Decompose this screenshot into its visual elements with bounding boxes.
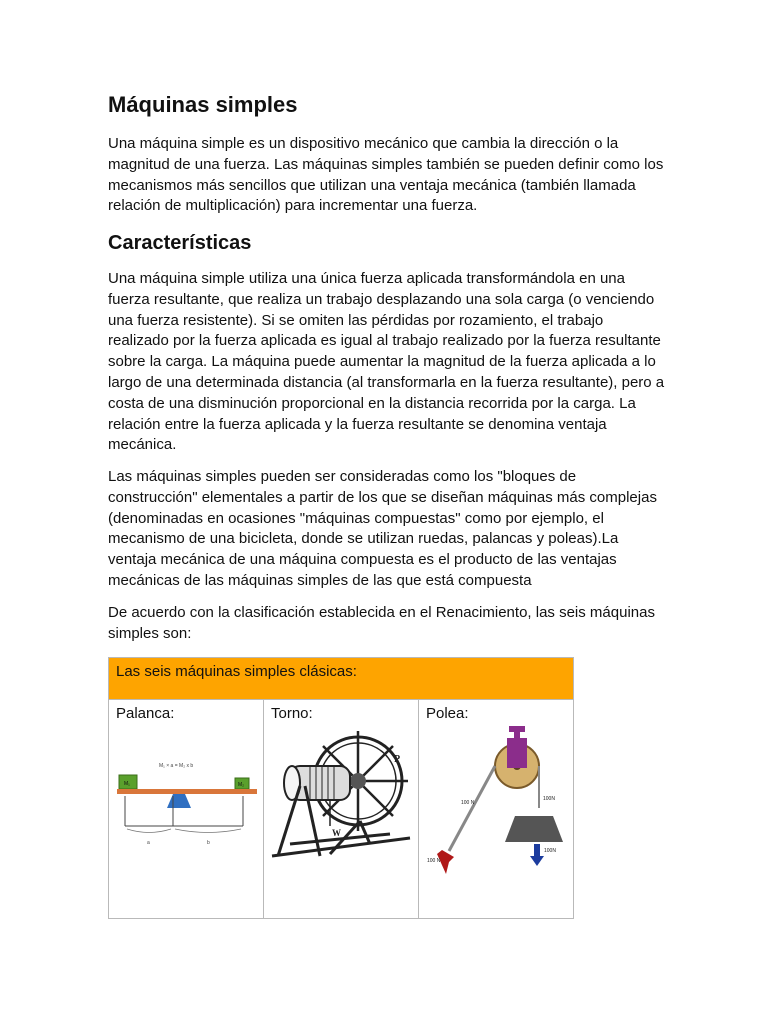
mass-m1-label: M₁ bbox=[124, 781, 130, 787]
pulley-force-4: 100 N bbox=[427, 858, 441, 864]
pulley-force-3: 100N bbox=[544, 848, 556, 854]
section-title: Características bbox=[108, 232, 252, 254]
pulley-illustration bbox=[425, 726, 569, 886]
winch-p: P bbox=[394, 754, 401, 765]
characteristics-paragraph-1: Una máquina simple utiliza una única fuerza aplicada transformándola en una fuerza resultante, que realiza un trabajo desplazando una sola carga (o venciendo una fuerza resistente). Si se omiten las pérdidas por rozamiento, el trabajo realizado por la fuerza aplicada es igual al trabajo realizado por la fuerza resultante sobre la carga. La máquina puede aumentar la magnitud de la fuerza aplicada a lo largo de una determinada distancia (al transformarla en la fuerza resultante), pero a costa de una disminución proporcional en la distancia recorrida por la carga. La relación entre la fuerza aplicada y la fuerza resultante se denomina ventaja mecánica. bbox=[108, 270, 665, 454]
page-title: Máquinas simples bbox=[108, 92, 298, 117]
winch-illustration bbox=[270, 726, 412, 871]
characteristics-paragraph-2: Las máquinas simples pueden ser consideradas como los "bloques de construcción" elementales a partir de los que se diseñan máquinas más complejas (denominadas en ocasiones "máquinas compuestas" como por ejemplo, el mecanismo de una bicicleta, donde se utilizan ruedas, palancas y poleas).La ventaja mecánica de una máquina compuesta es el producto de las ventajas mecánicas de las máquinas simples de las que está compuesta bbox=[108, 468, 657, 589]
lever-diagram bbox=[115, 726, 257, 856]
lever-label: Palanca: bbox=[116, 705, 175, 722]
mass-m2-label: M₂ bbox=[238, 782, 245, 788]
table-header: Las seis máquinas simples clásicas: bbox=[109, 658, 574, 700]
lever-beam bbox=[117, 789, 257, 794]
lever-formula: M₁ × a = M₂ x b bbox=[159, 763, 194, 769]
lever-b: b bbox=[207, 840, 210, 846]
intro-paragraph: Una máquina simple es un dispositivo mecánico que cambia la dirección o la magnitud de una fuerza. Las máquinas simples también se pueden definir como los mecanismos más sencillos que utilizan una ventaja mecánica (también llamada relación de multiplicación) para incrementar una fuerza. bbox=[108, 135, 664, 215]
lever-a: a bbox=[147, 840, 150, 846]
winch-label: Torno: bbox=[271, 705, 313, 722]
winch-w: W bbox=[332, 828, 341, 838]
cell-pulley bbox=[419, 700, 574, 919]
pulley-force-1: 100 N bbox=[461, 800, 475, 806]
pulley-label: Polea: bbox=[426, 705, 469, 722]
cell-lever bbox=[109, 700, 264, 919]
pulley-force-2: 100N bbox=[543, 796, 555, 802]
simple-machines-table bbox=[108, 657, 574, 919]
cell-winch bbox=[264, 700, 419, 919]
fulcrum bbox=[167, 794, 191, 808]
characteristics-paragraph-3: De acuerdo con la clasificación establecida en el Renacimiento, las seis máquinas simples son: bbox=[108, 604, 655, 642]
